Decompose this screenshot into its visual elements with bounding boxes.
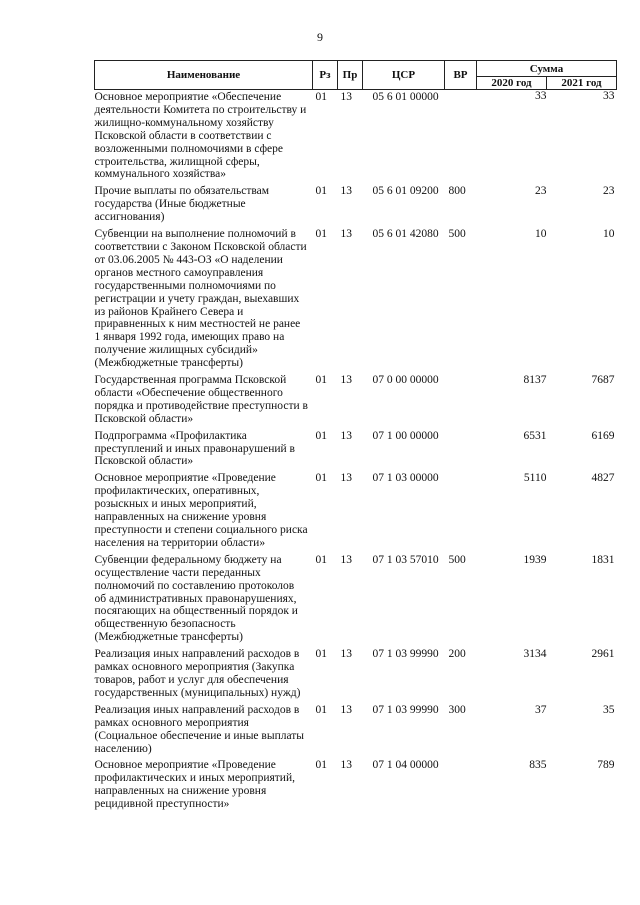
table-row xyxy=(95,90,617,186)
row-csr: 05 6 01 09200 xyxy=(372,185,439,198)
header-csr: ЦСР xyxy=(363,61,445,90)
row-sum-2020: 23 xyxy=(535,185,547,198)
row-vr: 500 xyxy=(448,228,466,241)
row-name: Прочие выплаты по обязательствам государства (Иные бюджетные ассигнования) xyxy=(94,185,270,224)
header-name: Наименование xyxy=(95,61,313,90)
table-row xyxy=(95,554,617,648)
row-vr: 500 xyxy=(448,553,466,566)
row-vr xyxy=(445,472,477,553)
row-csr: 05 6 01 42080 xyxy=(372,228,439,241)
row-name: Государственная программа Псковской области «Обеспечение общественного порядка и противодействие преступности в Псковской области» xyxy=(94,374,308,425)
row-sum-2021: 35 xyxy=(603,703,615,716)
row-rz: 01 xyxy=(315,472,327,485)
header-pr: Пр xyxy=(338,61,363,90)
header-rz: Рз xyxy=(313,61,338,90)
row-sum-2021: 2961 xyxy=(591,648,615,661)
header-year-2020: 2020 год xyxy=(477,77,547,90)
row-sum-2020: 10 xyxy=(535,228,547,241)
header-sum: Сумма xyxy=(477,61,617,77)
row-name: Основное мероприятие «Обеспечение деятельности Комитета по строительству и жилищно-коммунальному хозяйству Псковской области в соответствии с возложенными полномочиями в сфере строительства, жилищной сферы, коммунального хозяйства» xyxy=(94,91,307,181)
row-rz: 01 xyxy=(315,759,327,772)
budget-table-container xyxy=(94,60,616,815)
row-csr: 07 1 04 00000 xyxy=(372,759,439,772)
table-row xyxy=(95,228,617,374)
table-row xyxy=(95,648,617,704)
row-pr: 13 xyxy=(340,759,352,772)
row-name: Подпрограмма «Профилактика преступлений и иных правонарушений в Псковской области» xyxy=(94,429,295,468)
table-row xyxy=(95,374,617,430)
row-pr: 13 xyxy=(340,703,352,716)
row-pr: 13 xyxy=(340,374,352,387)
row-csr: 07 1 03 99990 xyxy=(372,648,439,661)
row-vr: 300 xyxy=(448,703,466,716)
row-name: Субвенции федеральному бюджету на осуществление части переданных полномочий по составлению протоколов об административных правонарушениях, посягающих на общественный порядок и общественную безопасность (Межбюджетные трансферты) xyxy=(94,553,298,644)
row-rz: 01 xyxy=(315,429,327,442)
row-sum-2020: 835 xyxy=(529,759,547,772)
row-rz: 01 xyxy=(315,553,327,566)
row-csr: 07 1 03 00000 xyxy=(372,472,439,485)
table-row xyxy=(95,704,617,760)
row-sum-2021: 789 xyxy=(597,759,615,772)
row-sum-2020: 6531 xyxy=(523,429,547,442)
page-number: 9 xyxy=(317,30,323,44)
row-sum-2020: 5110 xyxy=(523,472,547,485)
row-pr: 13 xyxy=(340,429,352,442)
row-rz: 01 xyxy=(315,185,327,198)
row-name: Основное мероприятие «Проведение профилактических и иных мероприятий, направленных на снижение уровня рецидивной преступности» xyxy=(94,759,295,811)
row-pr: 13 xyxy=(340,553,352,566)
row-csr: 05 6 01 00000 xyxy=(372,91,439,103)
row-vr xyxy=(445,759,477,815)
row-vr xyxy=(445,90,477,186)
row-sum-2021: 10 xyxy=(603,228,615,241)
row-sum-2020: 1939 xyxy=(523,553,547,566)
row-csr: 07 1 00 00000 xyxy=(372,429,439,442)
row-vr xyxy=(445,430,477,473)
row-csr: 07 1 03 99990 xyxy=(372,703,439,716)
row-rz: 01 xyxy=(315,228,327,241)
row-sum-2021: 23 xyxy=(603,185,615,198)
row-pr: 13 xyxy=(340,228,352,241)
row-sum-2021: 7687 xyxy=(591,374,615,387)
row-rz: 01 xyxy=(315,374,327,387)
row-sum-2020: 37 xyxy=(535,703,547,716)
table-body xyxy=(95,90,617,816)
row-rz: 01 xyxy=(315,648,327,661)
row-name: Реализация иных направлений расходов в рамках основного мероприятия (Социальное обеспечение и иные выплаты населению) xyxy=(94,703,305,755)
row-sum-2020: 3134 xyxy=(523,648,547,661)
row-rz: 01 xyxy=(315,91,327,103)
row-name: Основное мероприятие «Проведение профилактических, оперативных, розыскных и иных мероприятий, направленных на снижение уровня преступности и степени социального риска населения на территории области» xyxy=(94,472,308,549)
row-sum-2021: 33 xyxy=(603,90,615,102)
row-pr: 13 xyxy=(340,91,352,103)
budget-table xyxy=(94,60,617,815)
row-name: Субвенции на выполнение полномочий в соответствии с Законом Псковской области от 03.06.2005 № 443-ОЗ «О наделении органов местного самоуправления государственными полномочиями по регистрации и учету граждан, выехавших из районов Крайнего Севера и приравненных к ним местностей не ранее 1 января 1992 года, имеющих право на получение жилищных субсидий» (Межбюджетные трансферты) xyxy=(94,228,307,370)
row-sum-2020: 8137 xyxy=(523,374,547,387)
table-row xyxy=(95,472,617,553)
row-sum-2020: 33 xyxy=(535,90,547,102)
table-row xyxy=(95,430,617,473)
row-vr xyxy=(445,374,477,430)
row-vr: 200 xyxy=(448,648,466,661)
row-pr: 13 xyxy=(340,472,352,485)
table-row xyxy=(95,185,617,228)
row-csr: 07 0 00 00000 xyxy=(372,374,439,387)
row-pr: 13 xyxy=(340,648,352,661)
header-year-2021: 2021 год xyxy=(547,77,617,90)
table-header xyxy=(95,61,617,90)
row-csr: 07 1 03 57010 xyxy=(372,553,439,566)
row-vr: 800 xyxy=(448,185,466,198)
row-sum-2021: 1831 xyxy=(591,553,615,566)
table-row xyxy=(95,759,617,815)
header-vr: ВР xyxy=(445,61,477,90)
row-sum-2021: 4827 xyxy=(591,472,615,485)
row-name: Реализация иных направлений расходов в рамках основного мероприятия (Закупка товаров, работ и услуг для обеспечения государственных (муниципальных) нужд) xyxy=(94,648,301,699)
row-pr: 13 xyxy=(340,185,352,198)
row-rz: 01 xyxy=(315,703,327,716)
row-sum-2021: 6169 xyxy=(591,429,615,442)
